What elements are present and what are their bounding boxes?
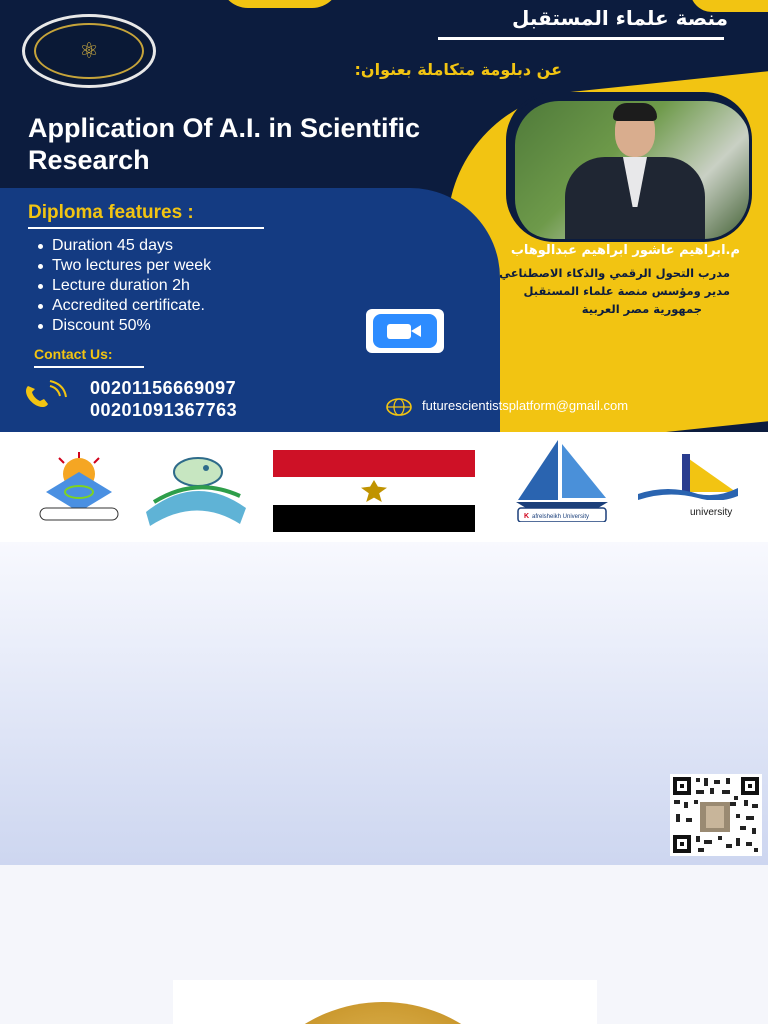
- svg-text:afrelsheikh University: afrelsheikh University: [532, 514, 590, 520]
- globe-icon: [386, 398, 412, 416]
- eagle-icon: [361, 480, 387, 502]
- decor-swoosh: [220, 0, 340, 8]
- fisheries-logo: [140, 452, 252, 530]
- trainer-name: م.ابراهيم عاشور ابراهيم عبدالوهاب: [510, 243, 740, 258]
- gold-medal: [233, 1002, 533, 1024]
- features-list: [52, 236, 211, 336]
- academy-logo: [22, 14, 156, 88]
- contact-heading: Contact Us:: [34, 346, 113, 362]
- dna-icon: ⚛: [34, 23, 144, 79]
- video-camera-icon: [373, 314, 437, 348]
- feature-item: Duration 45 days: [52, 236, 211, 256]
- trainer-title: مدير ومؤسس منصة علماء المستقبل: [523, 284, 730, 298]
- partner-logos: [0, 432, 768, 542]
- divider: [28, 227, 264, 229]
- qr-code[interactable]: [670, 774, 762, 856]
- kafrelsheikh-university-logo: [512, 438, 612, 522]
- trainer-photo-frame: [506, 92, 752, 242]
- divider: [438, 37, 724, 40]
- zoom-button[interactable]: [366, 309, 444, 353]
- feature-item: Discount 50%: [52, 316, 211, 336]
- page-background: [0, 542, 768, 865]
- trainer-photo: [515, 101, 751, 242]
- diploma-title: Application Of A.I. in Scientific Research: [28, 113, 421, 175]
- feature-item: Two lectures per week: [52, 257, 212, 274]
- feature-item: Lecture duration 2h: [52, 276, 211, 296]
- medal-image: [173, 980, 597, 1024]
- trainer-title: مدرب التحول الرقمي والذكاء الاصطناعي: [499, 266, 730, 280]
- feature-item: Accredited certificate.: [52, 296, 211, 316]
- trainer-country: جمهورية مصر العربية: [581, 302, 702, 316]
- svg-text:K: K: [524, 513, 530, 520]
- phone-number[interactable]: 00201156669097: [90, 378, 237, 398]
- divider: [34, 366, 144, 368]
- diploma-banner: [0, 0, 768, 432]
- contact-email[interactable]: futurescientistsplatform@gmail.com: [422, 398, 629, 413]
- bottom-section: [0, 865, 768, 1024]
- faculty-logo: [34, 452, 124, 530]
- university-logo: [638, 448, 738, 500]
- phone-icon: [22, 380, 74, 410]
- university-label: university: [690, 507, 733, 518]
- phone-number[interactable]: 00201091367763: [90, 400, 238, 420]
- platform-title: منصة علماء المستقبل: [512, 6, 728, 30]
- features-heading: Diploma features :: [28, 202, 194, 223]
- egypt-flag: [273, 450, 475, 532]
- diploma-subtitle: عن دبلومة متكاملة بعنوان:: [354, 60, 562, 79]
